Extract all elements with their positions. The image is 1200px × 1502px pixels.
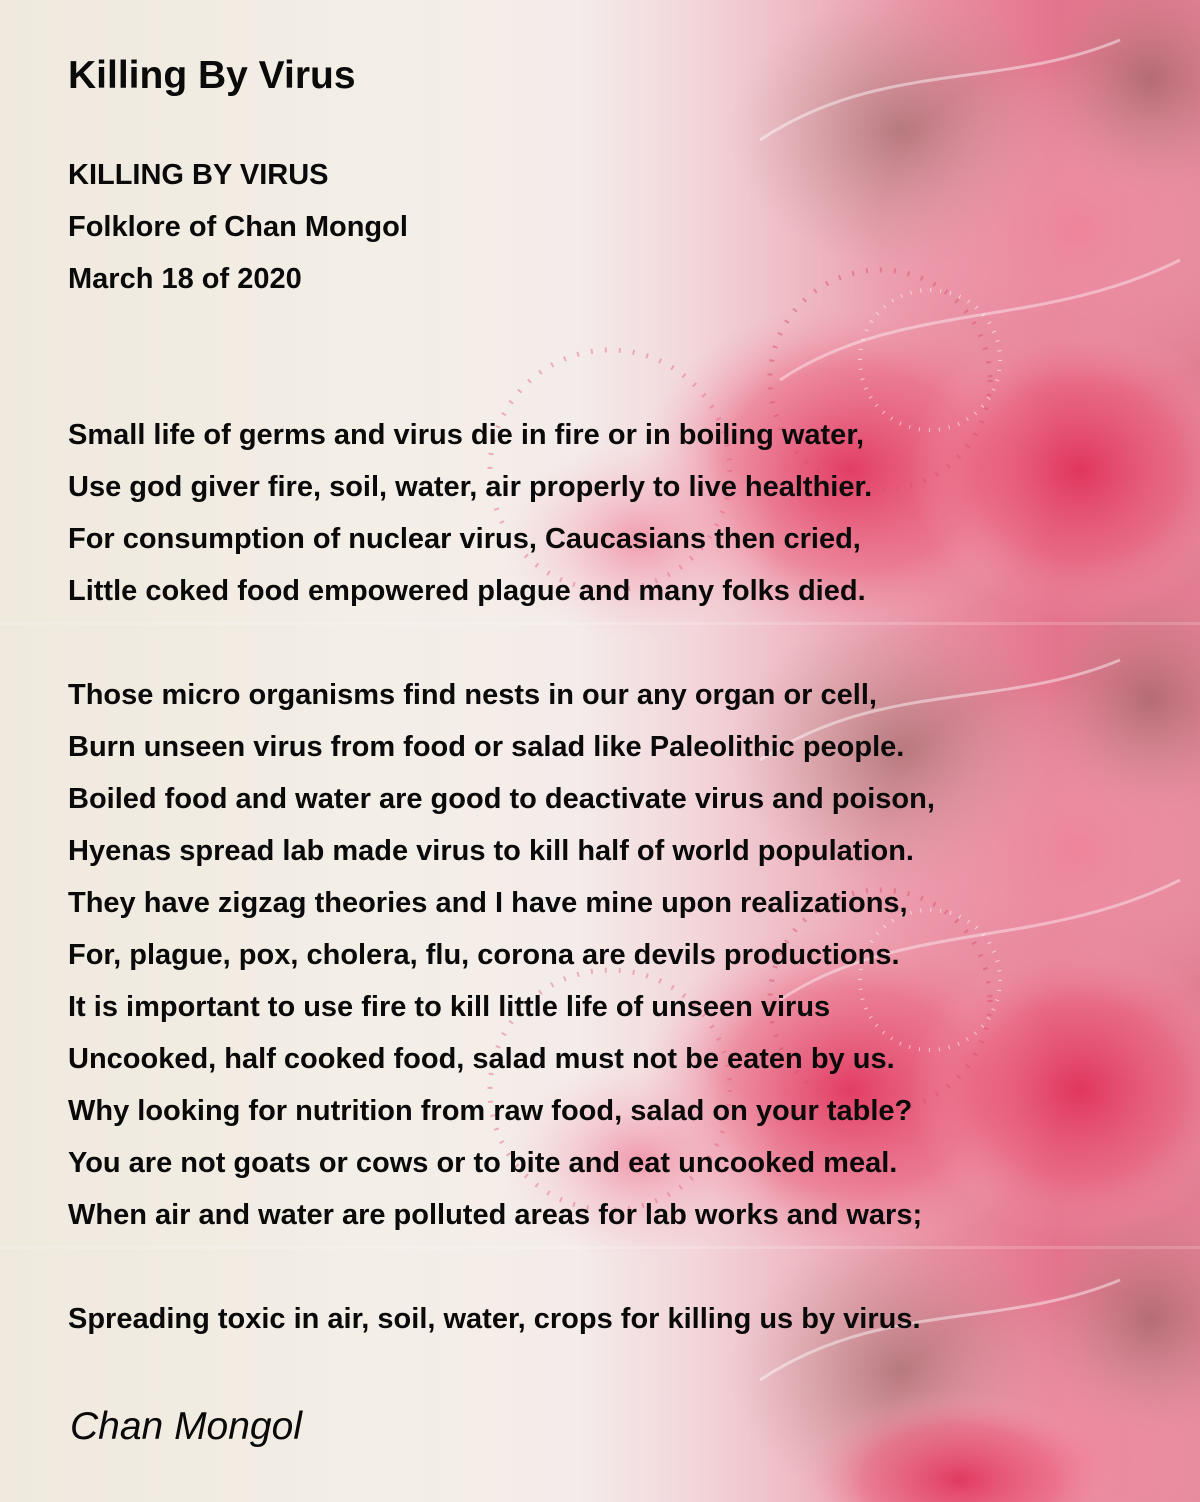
- poem-line: For, plague, pox, cholera, flu, corona are devils productions.: [68, 939, 900, 971]
- poem-line: Little coked food empowered plague and many folks died.: [68, 575, 866, 607]
- poem-heading: KILLING BY VIRUS: [68, 159, 329, 191]
- poem-line: For consumption of nuclear virus, Caucasians then cried,: [68, 523, 861, 555]
- poem-line: Boiled food and water are good to deactivate virus and poison,: [68, 783, 935, 815]
- poem-line: They have zigzag theories and I have mine upon realizations,: [68, 887, 908, 919]
- poem-title: Killing By Virus: [68, 54, 356, 97]
- poem-line: Use god giver fire, soil, water, air properly to live healthier.: [68, 471, 873, 503]
- poem-line: Why looking for nutrition from raw food, salad on your table?: [68, 1095, 913, 1127]
- poem-author: Chan Mongol: [70, 1405, 302, 1448]
- poem-source: Folklore of Chan Mongol: [68, 211, 408, 243]
- poem-line: Spreading toxic in air, soil, water, crops for killing us by virus.: [68, 1303, 921, 1335]
- poem-line: Small life of germs and virus die in fire or in boiling water,: [68, 419, 865, 451]
- poem-line: Uncooked, half cooked food, salad must not be eaten by us.: [68, 1043, 895, 1075]
- poem-line: Hyenas spread lab made virus to kill half of world population.: [68, 835, 914, 867]
- poem-date: March 18 of 2020: [68, 263, 302, 295]
- poem-line: Those micro organisms find nests in our any organ or cell,: [68, 679, 877, 711]
- poem-line: When air and water are polluted areas for lab works and wars;: [68, 1199, 923, 1231]
- poem-line: It is important to use fire to kill little life of unseen virus: [68, 991, 831, 1023]
- poem-line: You are not goats or cows or to bite and eat uncooked meal.: [68, 1147, 898, 1179]
- poem-line: Burn unseen virus from food or salad like Paleolithic people.: [68, 731, 905, 763]
